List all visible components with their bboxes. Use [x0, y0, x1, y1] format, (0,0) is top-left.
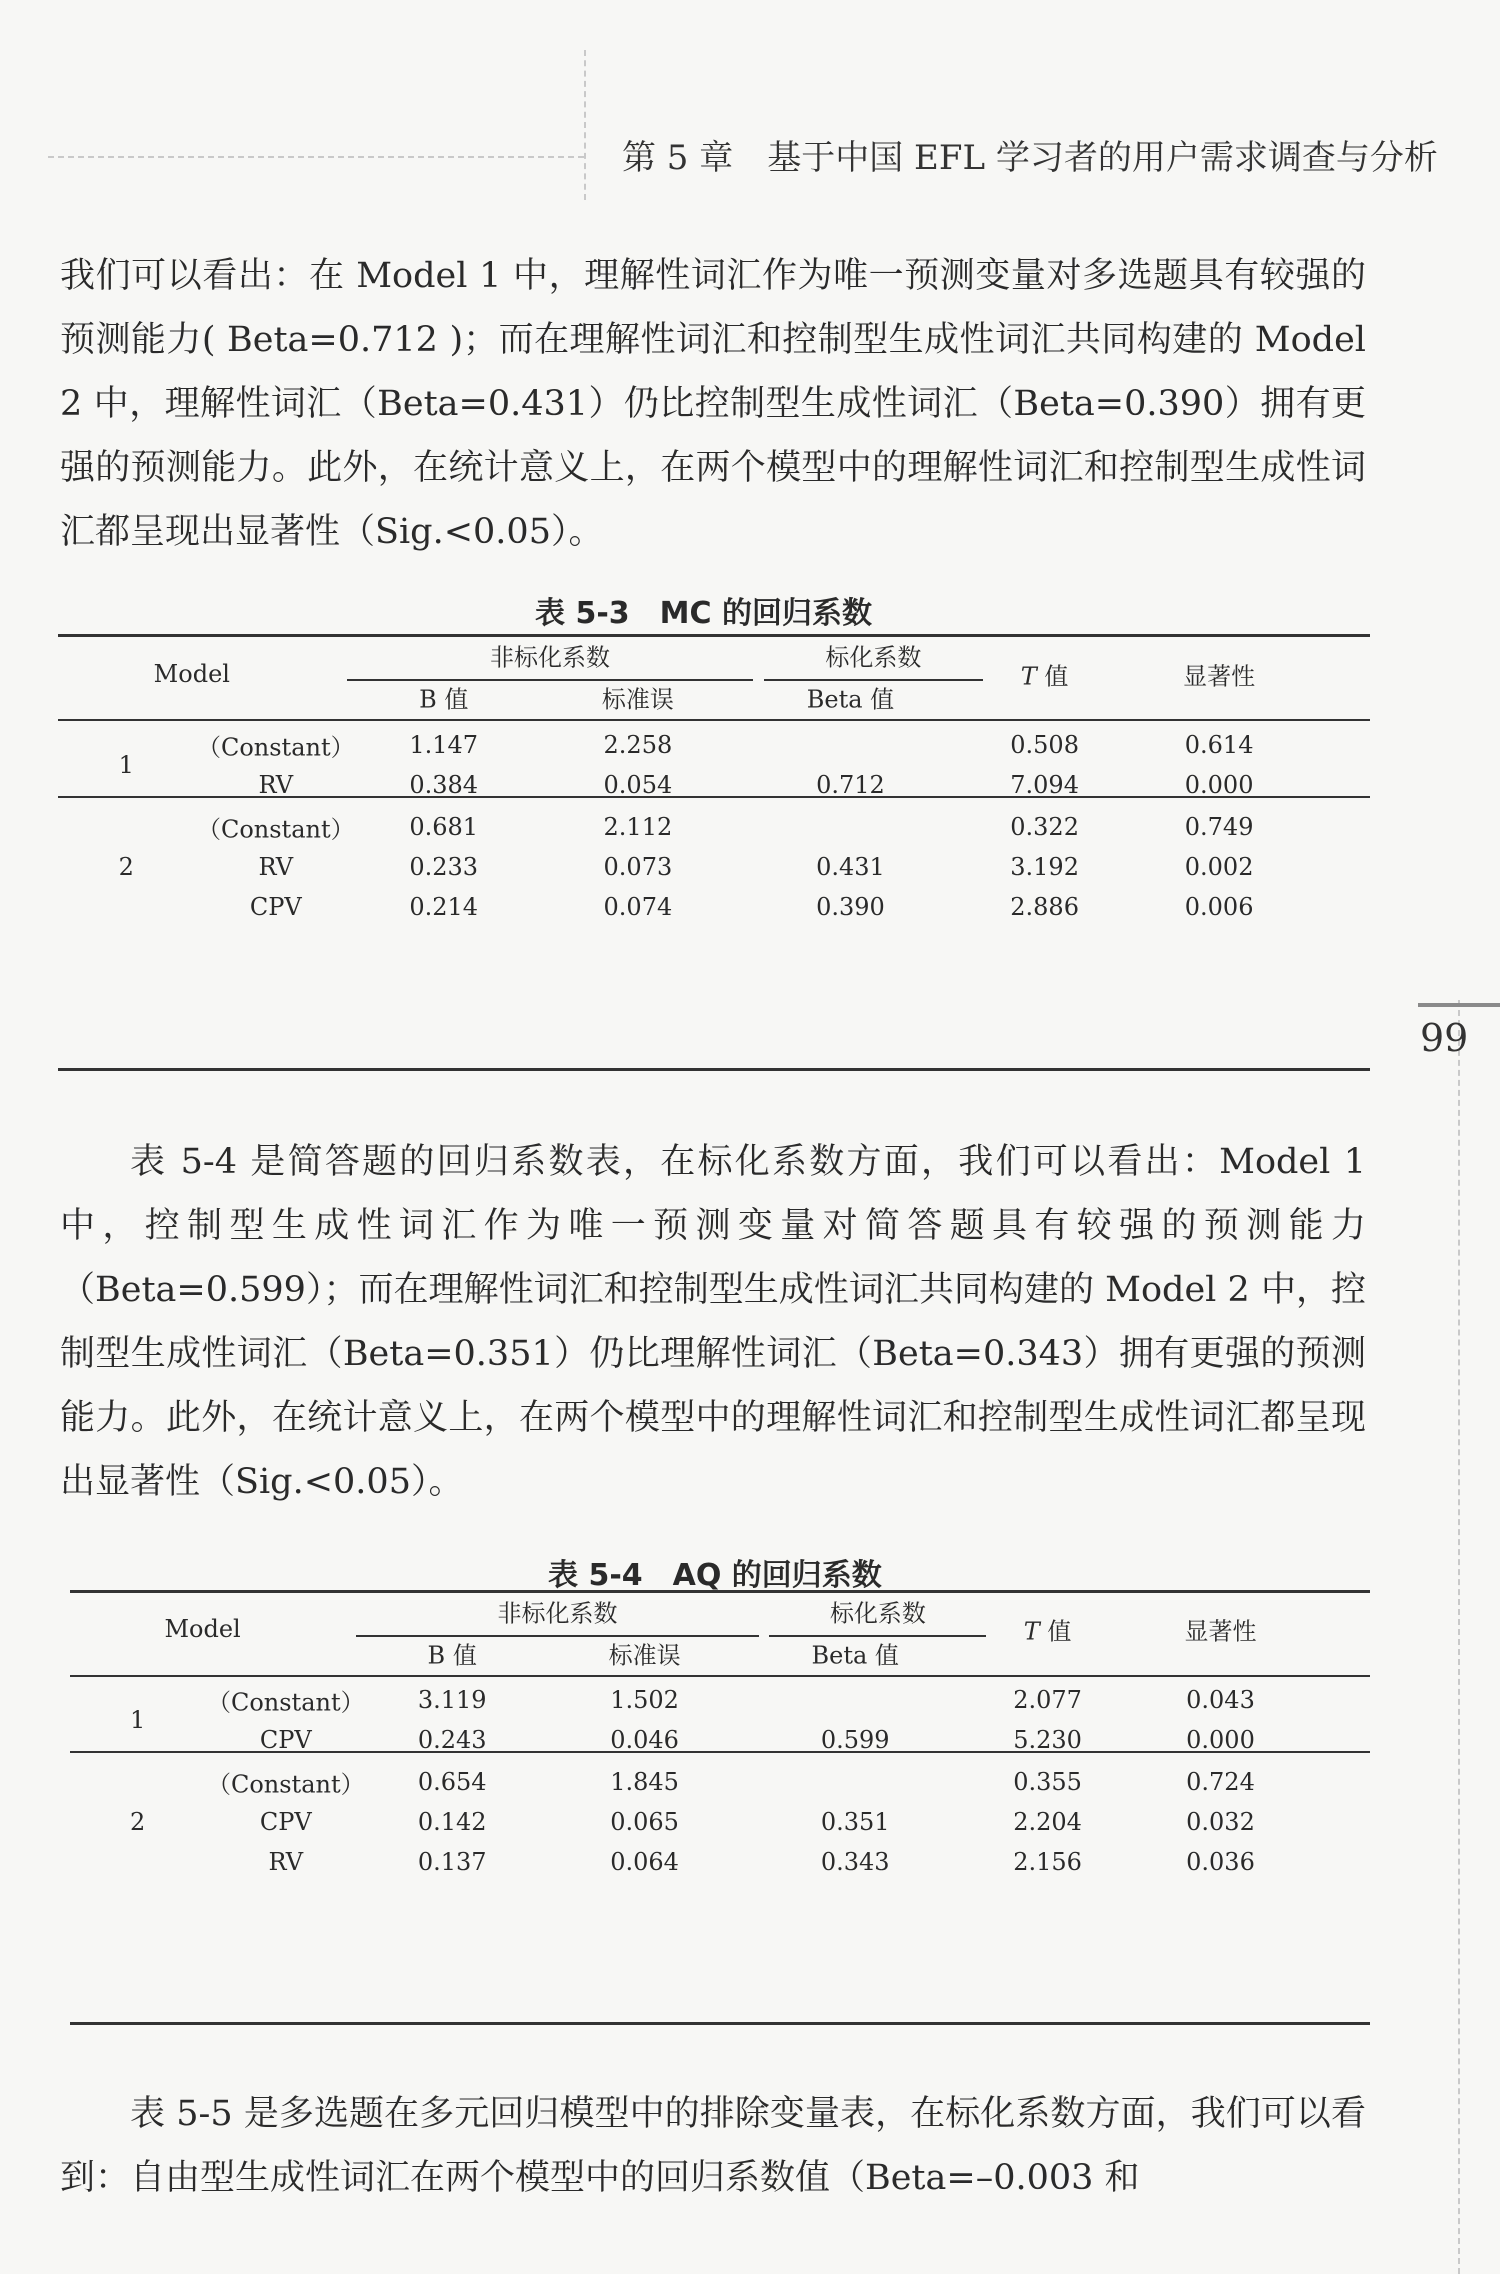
cell-se: 0.074: [603, 893, 673, 922]
table-bottom-rule: [70, 2022, 1370, 2025]
header-dashed-rule: [48, 156, 584, 158]
cell-b: 0.214: [409, 893, 479, 922]
cell-t: 0.355: [1013, 1768, 1082, 1797]
margin-dashed-line: [1458, 1000, 1460, 2274]
header-t: [1024, 1612, 1072, 1647]
cell-sig: 0.000: [1186, 1726, 1255, 1755]
cell-variable: （Constant）: [206, 1770, 365, 1799]
header-beta: Beta 值: [806, 685, 895, 714]
header-b: B 值: [419, 685, 469, 714]
paragraph-1: 我们可以看出：在 Model 1 中，理解性词汇作为唯一预测变量对多选题具有较强的预测能力( Beta=0.712 )；而在理解性词汇和控制型生成性词汇共同构建的 Model 2 中，理解性词汇（Beta=0.431）仍比控制型生成性词汇（Beta=0.390）拥有更强的预测能力。此外，在统计意义上，在两个模型中的理解性词汇和控制型生成性词汇都呈现出显著性（Sig.<0.05）。: [60, 256, 1366, 552]
cell-sig: 0.006: [1184, 893, 1254, 922]
paragraph-3: 表 5-5 是多选题在多元回归模型中的排除变量表，在标化系数方面，我们可以看到：自由型生成性词汇在两个模型中的回归系数值（Beta=–0.003 和: [60, 2094, 1366, 2198]
header-unstandardized: 非标化系数: [490, 643, 610, 672]
header-dashed-divider: [584, 50, 586, 200]
model-number: 1: [129, 1706, 146, 1735]
cell-se: 0.064: [610, 1848, 679, 1877]
cell-sig: 0.749: [1184, 813, 1254, 842]
unstd-group-rule: [356, 1635, 759, 1637]
cell-b: 1.147: [409, 730, 479, 759]
table-header-rule: [70, 1675, 1370, 1677]
cell-b: 0.243: [417, 1726, 487, 1755]
unstd-group-rule: [347, 679, 754, 681]
header-model: Model: [153, 659, 230, 688]
table-title-5-3: 表 5-3 MC 的回归系数: [535, 596, 872, 631]
header-model: Model: [164, 1615, 241, 1644]
cell-se: 0.065: [610, 1808, 679, 1837]
header-standardized: 标化系数: [825, 643, 922, 672]
header-b: B 值: [427, 1641, 477, 1670]
header-se: 标准误: [601, 685, 674, 714]
header-significance: 显著性: [1184, 1617, 1257, 1646]
cell-t: 7.094: [1010, 770, 1079, 799]
cell-variable: （Constant）: [196, 815, 355, 844]
cell-b: 3.119: [417, 1686, 487, 1715]
cell-b: 0.233: [409, 853, 479, 882]
header-standardized: 标化系数: [829, 1599, 926, 1628]
model-number: 2: [129, 1808, 146, 1837]
cell-variable: CPV: [259, 1808, 312, 1837]
cell-variable: （Constant）: [206, 1688, 365, 1717]
header-t-suffix: 值: [1036, 662, 1069, 691]
cell-sig: 0.002: [1184, 853, 1254, 882]
cell-beta: 0.343: [820, 1848, 890, 1877]
running-header: 第 5 章 基于中国 EFL 学习者的用户需求调查与分析: [622, 138, 1438, 178]
cell-sig: 0.000: [1184, 770, 1254, 799]
cell-b: 0.681: [409, 813, 479, 842]
page-number: 99: [1420, 1016, 1469, 1060]
table-top-rule: [58, 634, 1370, 637]
cell-t: 0.508: [1010, 730, 1079, 759]
cell-b: 0.654: [417, 1768, 487, 1797]
regression-table-mc: [58, 634, 1370, 1070]
header-beta: Beta 值: [811, 1641, 899, 1670]
cell-variable: CPV: [249, 893, 302, 922]
table-model-separator: [58, 796, 1370, 798]
page-number-tab: [1418, 1003, 1500, 1007]
cell-t: 5.230: [1013, 1726, 1082, 1755]
cell-beta: 0.599: [820, 1726, 890, 1755]
cell-t: 3.192: [1010, 853, 1079, 882]
cell-se: 2.112: [603, 813, 673, 842]
paragraph-2: 表 5-4 是简答题的回归系数表，在标化系数方面，我们可以看出：Model 1 中，控制型生成性词汇作为唯一预测变量对简答题具有较强的预测能力（Beta=0.599）；而在理解性词汇和控制型生成性词汇共同构建的 Model 2 中，控制型生成性词汇（Beta=0.351）仍比理解性词汇（Beta=0.343）拥有更强的预测能力。此外，在统计意义上，在两个模型中的理解性词汇和控制型生成性词汇都呈现出显著性（Sig.<0.05）。: [60, 1142, 1366, 1502]
cell-beta: 0.431: [816, 853, 885, 882]
header-unstandardized: 非标化系数: [497, 1599, 618, 1628]
cell-t: 0.322: [1010, 813, 1079, 842]
cell-t: 2.156: [1013, 1848, 1082, 1877]
cell-variable: CPV: [259, 1726, 312, 1755]
cell-b: 0.384: [409, 770, 479, 799]
cell-variable: RV: [268, 1848, 304, 1877]
header-t-suffix: 值: [1039, 1617, 1072, 1646]
table-bottom-rule: [58, 1068, 1370, 1071]
table-header-rule: [58, 719, 1370, 721]
cell-sig: 0.032: [1186, 1808, 1255, 1837]
cell-b: 0.137: [417, 1848, 487, 1877]
cell-se: 0.073: [603, 853, 673, 882]
cell-variable: RV: [258, 853, 294, 882]
cell-variable: RV: [258, 770, 294, 799]
cell-se: 2.258: [603, 730, 673, 759]
table-title-5-4: 表 5-4 AQ 的回归系数: [548, 1558, 882, 1593]
cell-beta: 0.390: [816, 893, 885, 922]
cell-beta: 0.351: [820, 1808, 890, 1837]
cell-t: 2.077: [1013, 1686, 1082, 1715]
regression-table-aq: [70, 1590, 1370, 2024]
model-number: 2: [118, 853, 134, 882]
cell-t: 2.204: [1013, 1808, 1082, 1837]
model-number: 1: [118, 750, 134, 779]
table-top-rule: [70, 1590, 1370, 1593]
cell-sig: 0.036: [1186, 1848, 1255, 1877]
cell-sig: 0.724: [1186, 1768, 1255, 1797]
cell-se: 1.845: [610, 1768, 679, 1797]
cell-sig: 0.614: [1184, 730, 1254, 759]
header-t-symbol: T: [1020, 662, 1037, 691]
header-t: [1021, 656, 1069, 691]
header-se: 标准误: [608, 1641, 681, 1670]
header-t-symbol: T: [1023, 1617, 1040, 1646]
cell-sig: 0.043: [1186, 1686, 1255, 1715]
cell-b: 0.142: [417, 1808, 487, 1837]
header-significance: 显著性: [1183, 662, 1256, 691]
cell-se: 0.054: [603, 770, 673, 799]
cell-se: 1.502: [610, 1686, 679, 1715]
cell-beta: 0.712: [816, 770, 885, 799]
cell-t: 2.886: [1010, 893, 1079, 922]
cell-variable: （Constant）: [196, 733, 355, 762]
cell-se: 0.046: [610, 1726, 679, 1755]
